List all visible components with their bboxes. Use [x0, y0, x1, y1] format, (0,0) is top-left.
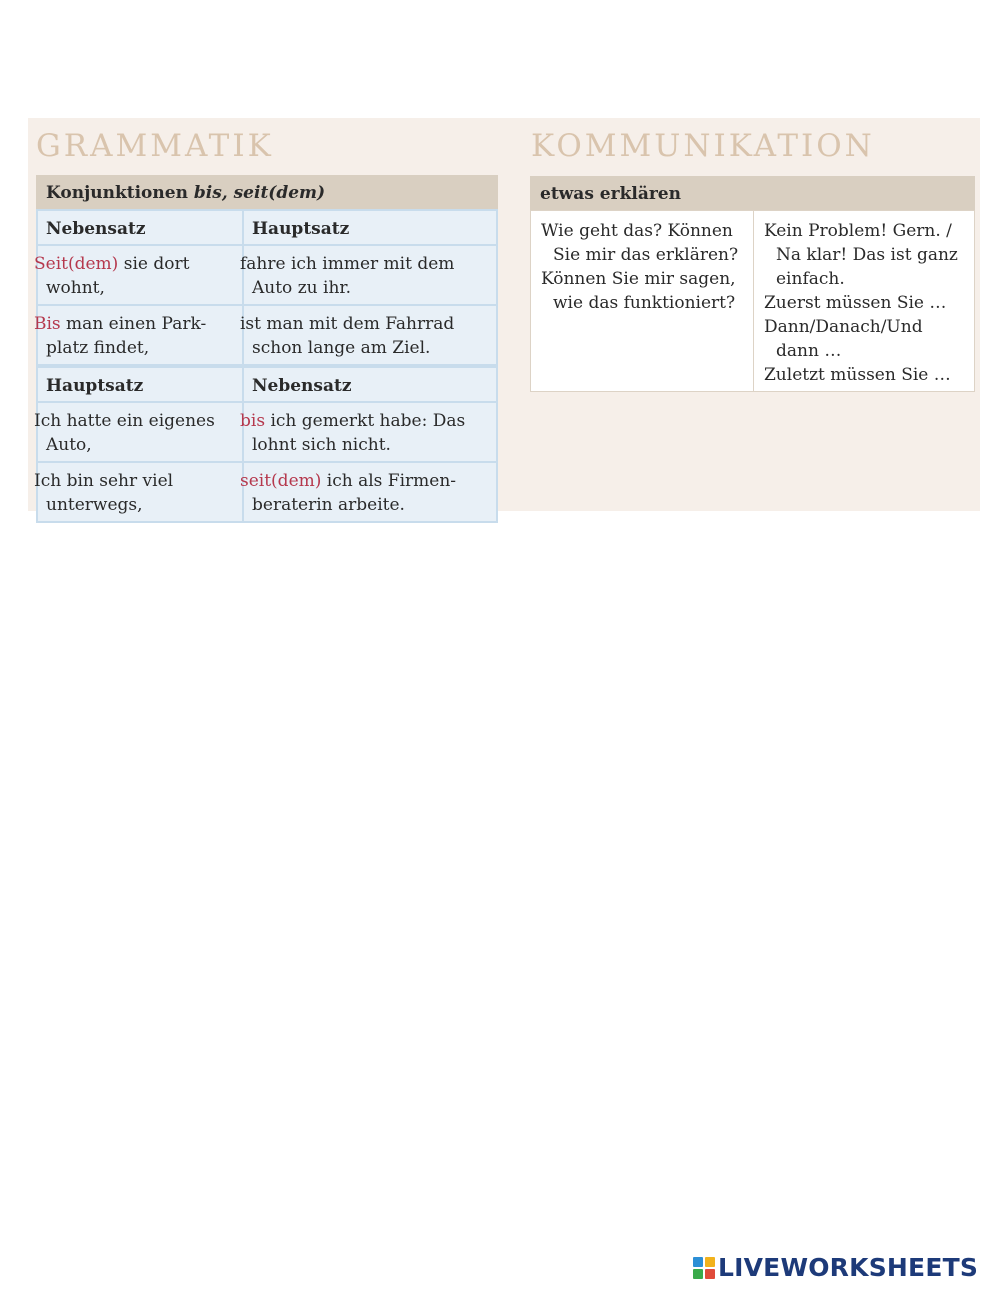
table-cell: Ich bin sehr viel unterwegs, — [37, 462, 243, 522]
logo-mark-icon — [693, 1257, 715, 1279]
phrase-line: Kein Problem! Gern. / — [764, 221, 952, 241]
table-cell: fahre ich immer mit dem Auto zu ihr. — [243, 245, 497, 305]
phrase-line: Zuerst müssen Sie … — [764, 293, 947, 313]
conjunction: Seit(dem) — [34, 254, 119, 274]
column-header: Nebensatz — [37, 210, 243, 245]
phrase-line: Wie geht das? Können — [541, 221, 733, 241]
phrase-line: Dann/Danach/Und — [764, 317, 923, 337]
table-cell: seit(dem) ich als Firmen- beraterin arbeite. — [243, 462, 497, 522]
kommunikation-box-title: etwas erklären — [530, 176, 975, 210]
table-cell: ist man mit dem Fahrrad schon lange am Ziel. — [243, 305, 497, 366]
liveworksheets-logo[interactable] — [693, 1253, 978, 1282]
table-cell: Bis man einen Park- platz findet, — [37, 305, 243, 366]
phrase-line: dann … — [776, 341, 842, 361]
table-row — [37, 305, 497, 366]
table-row — [37, 462, 497, 522]
conjunction: seit(dem) — [240, 471, 322, 491]
table-row — [531, 211, 975, 392]
column-header: Hauptsatz — [243, 210, 497, 245]
phrase-line: wie das funktioniert? — [553, 293, 736, 313]
grammatik-box-title: Konjunktionen bis, seit(dem) — [36, 175, 498, 209]
column-header: Hauptsatz — [37, 366, 243, 402]
column-header: Nebensatz — [243, 366, 497, 402]
table-row — [37, 245, 497, 305]
table-header-row — [37, 366, 497, 402]
phrase-line: Zuletzt müssen Sie … — [764, 365, 951, 385]
questions-cell — [531, 211, 754, 392]
phrase-line: Na klar! Das ist ganz — [776, 245, 958, 265]
grammatik-table — [36, 209, 498, 523]
conjunction: Bis — [34, 314, 61, 334]
logo-text: LIVEWORKSHEETS — [718, 1253, 979, 1282]
kommunikation-table — [530, 210, 975, 392]
table-header-row — [37, 210, 497, 245]
kommunikation-title: KOMMUNIKATION — [531, 128, 875, 164]
grammatik-box-title-emphasis: bis, seit(dem) — [193, 183, 326, 203]
table-cell: Seit(dem) sie dort wohnt, — [37, 245, 243, 305]
phrase-line: Sie mir das erklären? — [553, 245, 739, 265]
phrase-line: einfach. — [776, 269, 845, 289]
table-row — [37, 402, 497, 462]
table-cell: bis ich gemerkt habe: Das lohnt sich nicht. — [243, 402, 497, 462]
answers-cell — [754, 211, 975, 392]
table-cell: Ich hatte ein eigenes Auto, — [37, 402, 243, 462]
grammatik-title: GRAMMATIK — [36, 128, 274, 164]
phrase-line: Können Sie mir sagen, — [541, 269, 736, 289]
conjunction: bis — [240, 411, 266, 431]
